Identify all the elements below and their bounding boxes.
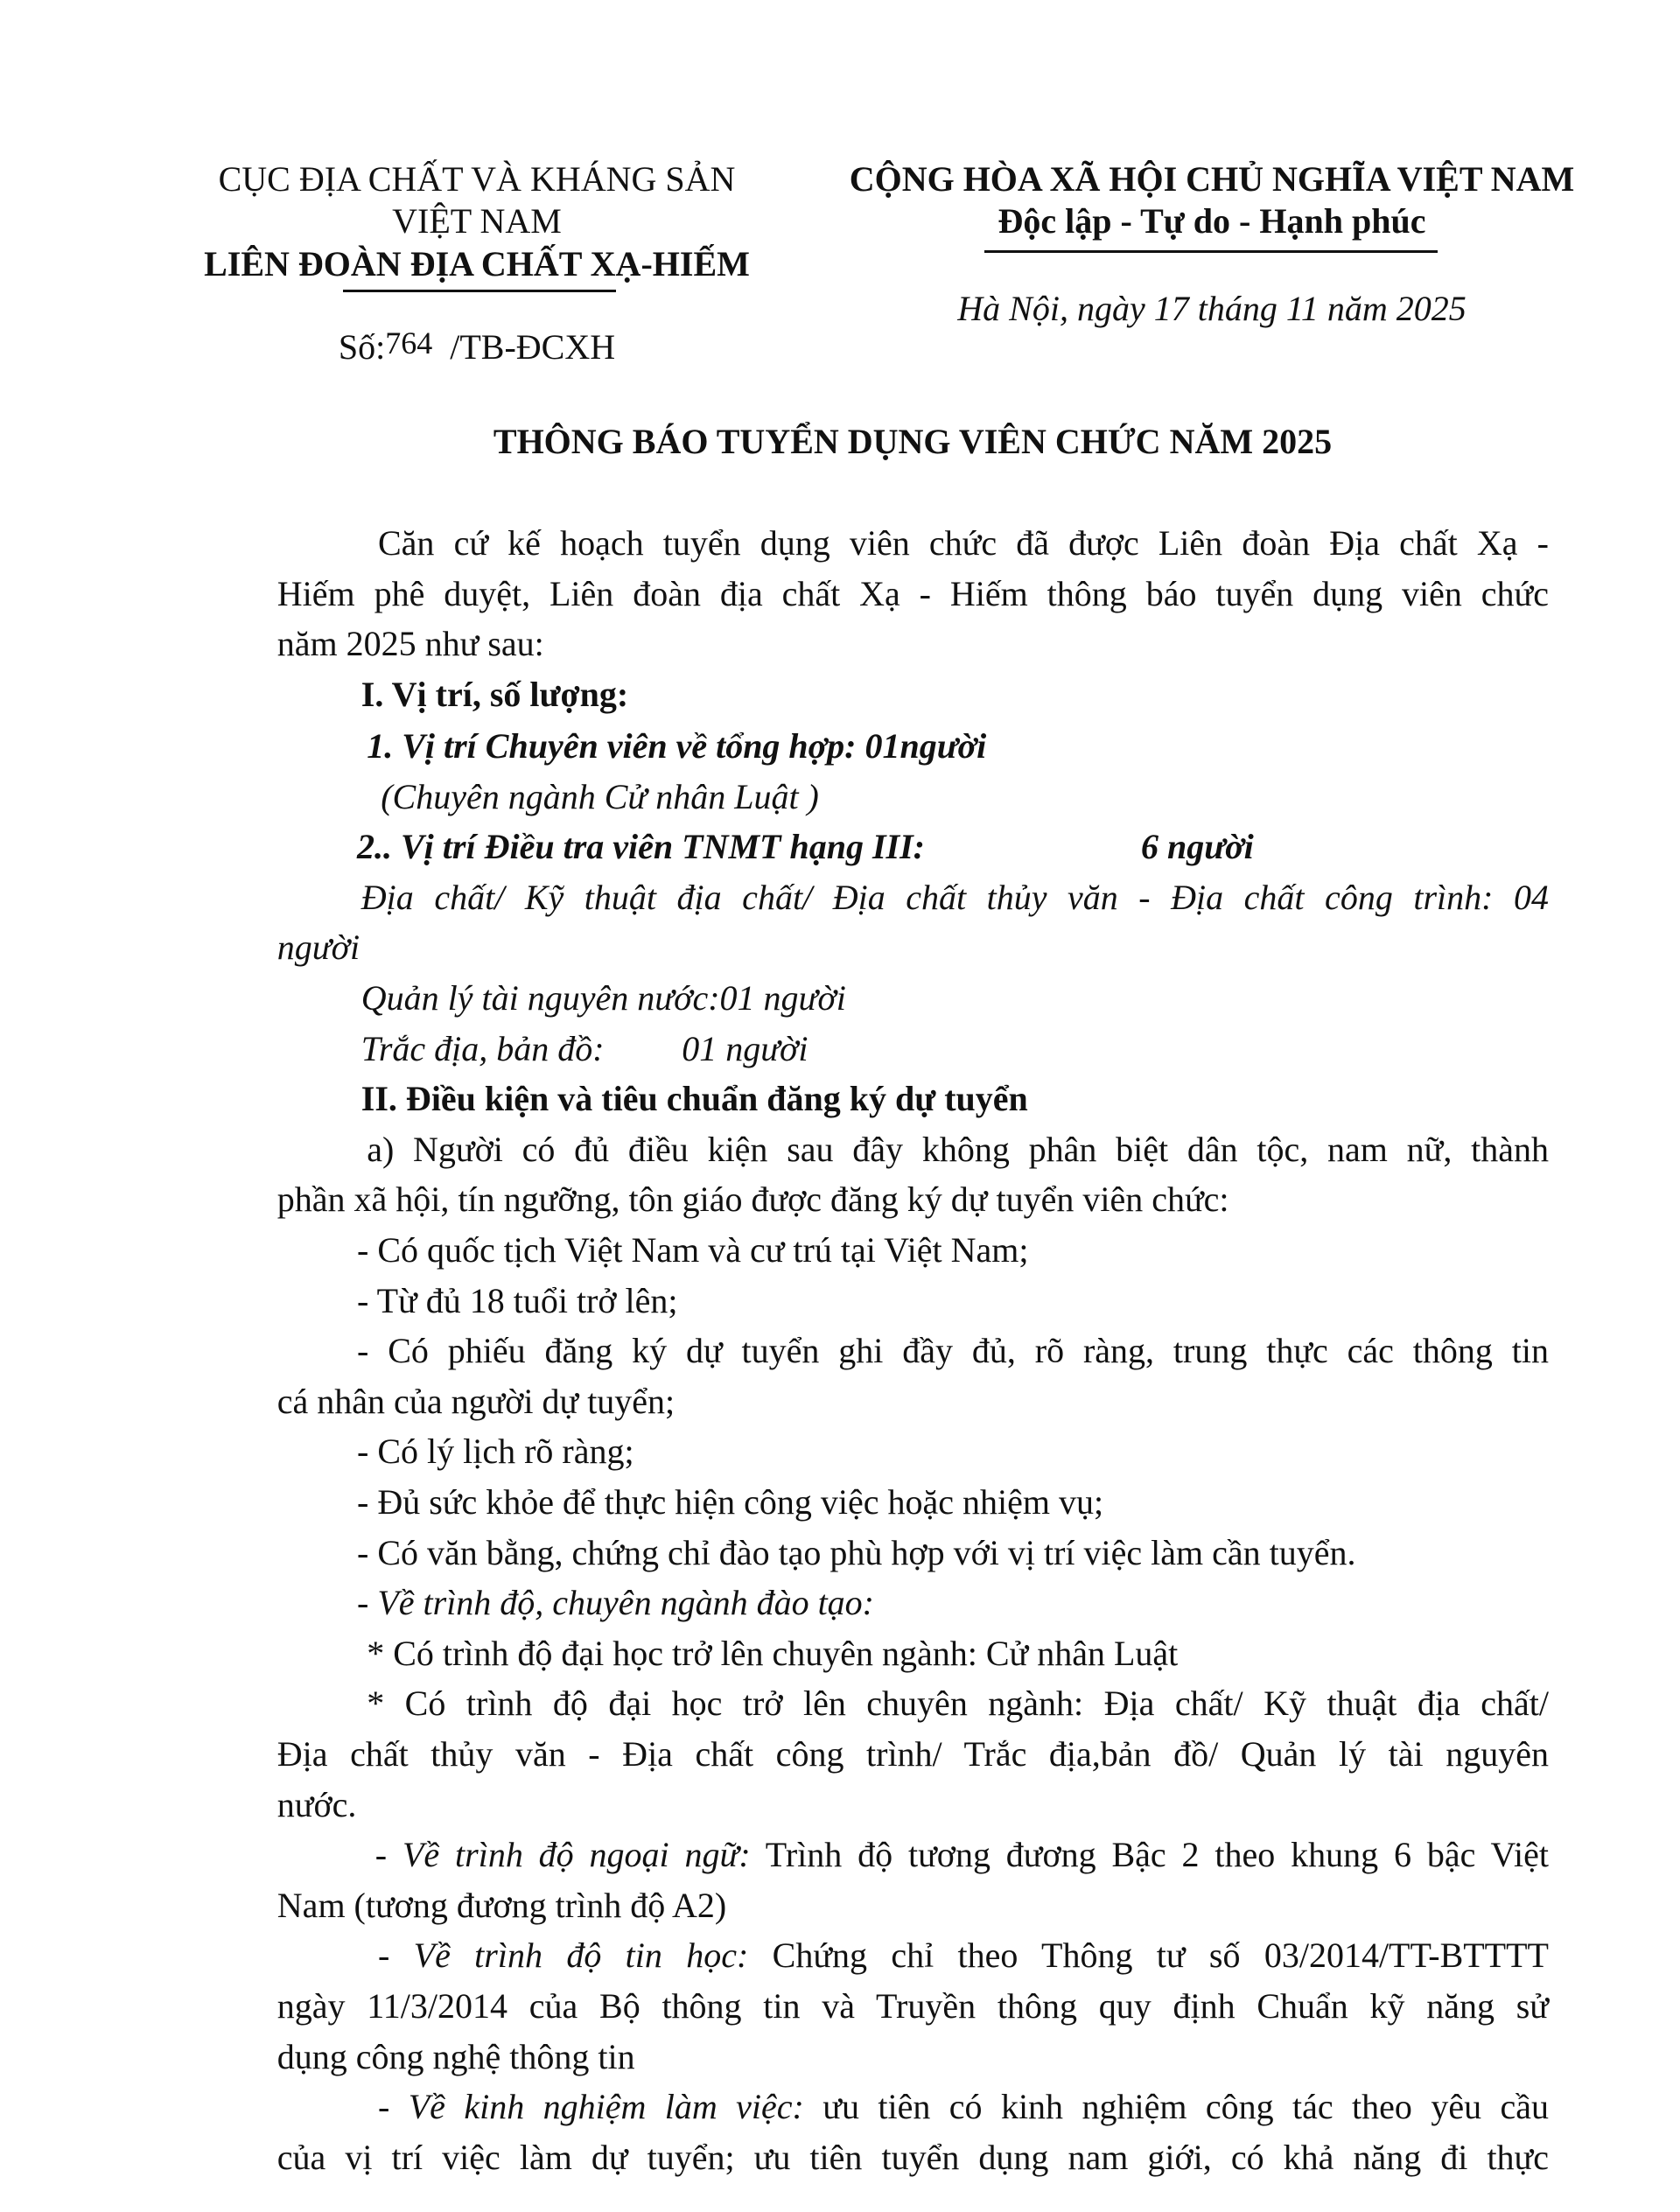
body-line <box>277 1376 675 1427</box>
line-text: - Có phiếu đăng ký dự tuyển ghi đầy đủ, rõ ràng, trung thực các thông tin <box>357 1331 1549 1371</box>
body-line <box>367 1628 1178 1679</box>
agency-name-line2: VIỆT NAM <box>392 201 562 241</box>
line-text: II. Điều kiện và tiêu chuẩn đăng ký dự tuyển <box>360 1079 1028 1119</box>
document-title: THÔNG BÁO TUYỂN DỤNG VIÊN CHỨC NĂM 2025 <box>493 422 1333 461</box>
body-line <box>357 1426 634 1477</box>
line-text: Hiếm phê duyệt, Liên đoàn địa chất Xạ - Hiếm thông báo tuyển dụng viên chức <box>276 573 1549 613</box>
body-line <box>375 1830 1549 1880</box>
line-text: 2.. Vị trí Điều tra viên TNMT hạng III: <box>357 827 925 867</box>
motto-underline <box>984 250 1438 253</box>
line-text: cá nhân của người dự tuyển; <box>276 1381 676 1421</box>
body-line <box>357 1477 1103 1528</box>
line-text: - Đủ sức khỏe để thực hiện công việc hoặc nhiệm vụ; <box>357 1482 1104 1522</box>
nation-name: CỘNG HÒA XÃ HỘI CHỦ NGHĨA VIỆT NAM <box>849 159 1575 199</box>
body-line <box>361 669 628 720</box>
number-label: Số: <box>338 327 386 367</box>
line-count: 6 người <box>1141 827 1254 867</box>
line-text: - Về trình độ, chuyên ngành đào tạo: <box>357 1583 874 1623</box>
body-line <box>277 2132 1549 2183</box>
unit-name: LIÊN ĐOÀN ĐỊA CHẤT XẠ-HIẾM <box>204 244 750 284</box>
body-line <box>357 1528 1355 1578</box>
line-text: Quản lý tài nguyên nước:01 người <box>360 978 846 1018</box>
line-text: - Có lý lịch rõ ràng; <box>357 1432 634 1472</box>
body-line <box>357 1276 678 1326</box>
line-text: của vị trí việc làm dự tuyển; ưu tiên tuyển dụng nam giới, có khả năng đi thực <box>276 2137 1549 2177</box>
body-line <box>381 772 819 822</box>
line-lead: - Về kinh nghiệm làm việc: <box>378 2087 804 2127</box>
line-text: Căn cứ kế hoạch tuyển dụng viên chức đã được Liên đoàn Địa chất Xạ - <box>378 523 1549 563</box>
line-text: a) Người có đủ điều kiện sau đây không phân biệt dân tộc, nam nữ, thành <box>367 1129 1549 1169</box>
body-line <box>357 1326 1549 1376</box>
line-text: - Có quốc tịch Việt Nam và cư trú tại Việt Nam; <box>357 1230 1029 1270</box>
body-line <box>277 2032 635 2082</box>
line-text: năm 2025 như sau: <box>276 624 544 664</box>
body-line <box>361 1024 605 1074</box>
line-text: 1. Vị trí Chuyên viên về tổng hợp: 01người <box>367 726 987 766</box>
body-line <box>277 1729 1549 1780</box>
body-line <box>277 1880 726 1931</box>
line-text: Địa chất thủy văn - Địa chất công trình/ Trắc địa,bản đồ/ Quản lý tài nguyên <box>276 1734 1549 1774</box>
line-text: - Từ đủ 18 tuổi trở lên; <box>357 1280 678 1320</box>
body-line <box>378 2082 1549 2132</box>
body-line <box>357 1225 1028 1276</box>
line-text: Trắc địa, bản đồ: <box>360 1028 605 1068</box>
line-text: I. Vị trí, số lượng: <box>360 674 629 714</box>
agency-name-line1: CỤC ĐỊA CHẤT VÀ KHÁNG SẢN <box>218 159 736 199</box>
line-lead: - Về trình độ ngoại ngữ: <box>374 1835 751 1875</box>
line-text: nước. <box>276 1784 357 1824</box>
line-text: ưu tiên có kinh nghiệm công tác theo yêu cầu <box>803 2087 1550 2127</box>
body-line <box>357 1578 874 1628</box>
line-text: ngày 11/3/2014 của Bộ thông tin và Truyền thông quy định Chuẩn kỹ năng sử <box>276 1986 1549 2026</box>
number-suffix: /TB-ĐCXH <box>450 327 616 367</box>
line-text: dụng công nghệ thông tin <box>276 2036 635 2076</box>
line-text: Trình độ tương đương Bậc 2 theo khung 6 bậc Việt <box>750 1835 1549 1875</box>
body-line <box>367 1678 1549 1729</box>
body-line <box>361 973 846 1024</box>
body-line <box>361 1074 1028 1124</box>
body-line <box>357 822 925 872</box>
body-line <box>277 1174 1229 1225</box>
document-number <box>175 326 779 370</box>
body-line <box>378 518 1549 569</box>
body-line <box>367 1124 1549 1175</box>
line-text: người <box>276 928 360 968</box>
line-text: - Có văn bằng, chứng chỉ đào tạo phù hợp với vị trí việc làm cần tuyển. <box>357 1532 1356 1572</box>
body-line <box>361 872 1549 923</box>
line-text: Địa chất/ Kỹ thuật địa chất/ Địa chất thủy văn - Địa chất công trình: 04 <box>360 877 1549 917</box>
line-text: Chứng chỉ theo Thông tư số 03/2014/TT-BTTTT <box>748 1936 1549 1976</box>
line-count: 01 người <box>682 1028 808 1068</box>
motto: Độc lập - Tự do - Hạnh phúc <box>998 201 1426 241</box>
body-line <box>277 1780 357 1830</box>
line-text: (Chuyên ngành Cử nhân Luật ) <box>381 776 819 816</box>
line-text: phần xã hội, tín ngưỡng, tôn giáo được đăng ký dự tuyển viên chức: <box>276 1180 1229 1220</box>
body-line <box>367 721 986 772</box>
number-value: 764 <box>385 326 433 360</box>
body-line <box>277 619 544 669</box>
unit-underline <box>343 290 616 292</box>
line-text: * Có trình độ đại học trở lên chuyên ngành: Địa chất/ Kỹ thuật địa chất/ <box>367 1684 1549 1724</box>
body-line <box>277 1981 1549 2032</box>
line-lead: - Về trình độ tin học: <box>378 1936 749 1976</box>
line-text: * Có trình độ đại học trở lên chuyên ngành: Cử nhân Luật <box>367 1633 1179 1673</box>
line-text: Nam (tương đương trình độ A2) <box>276 1885 727 1925</box>
body-line <box>277 569 1549 620</box>
body-line <box>277 922 360 973</box>
document-date: Hà Nội, ngày 17 tháng 11 năm 2025 <box>957 289 1466 328</box>
body-line <box>378 1930 1549 1981</box>
